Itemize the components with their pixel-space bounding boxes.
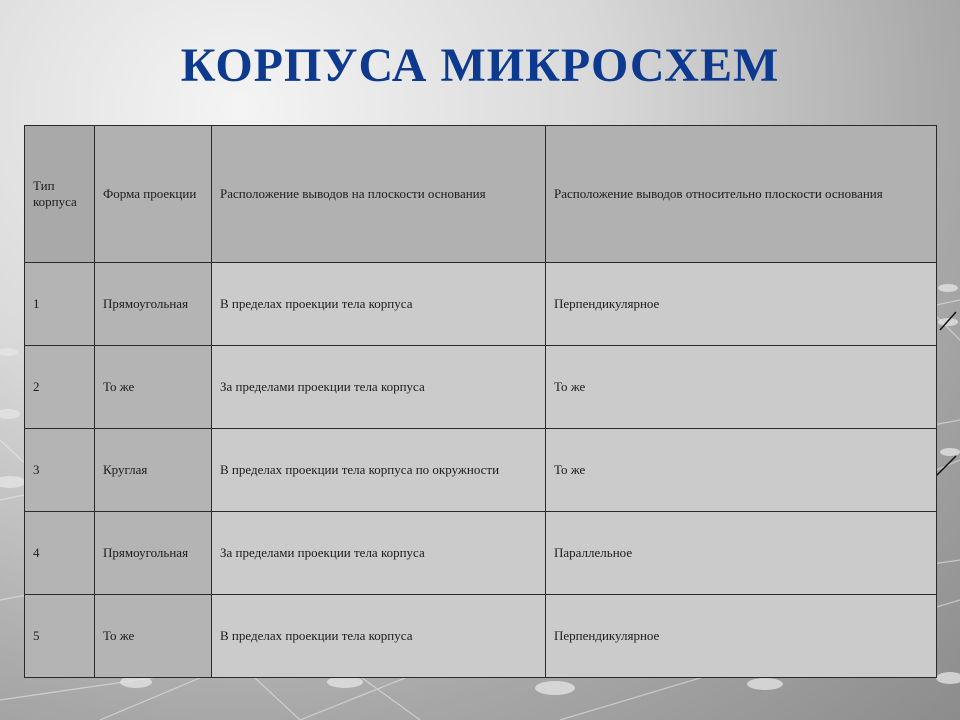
cell-shape: То же: [95, 346, 212, 429]
cell-type: 4: [25, 512, 95, 595]
cell-shape: Прямоугольная: [95, 263, 212, 346]
cell-plane-arrangement: В пределах проекции тела корпуса: [212, 263, 546, 346]
header-package-type: Тип корпуса: [25, 126, 95, 263]
cell-plane-arrangement: В пределах проекции тела корпуса: [212, 595, 546, 678]
cell-type: 5: [25, 595, 95, 678]
cell-shape: Прямоугольная: [95, 512, 212, 595]
cell-relative-arrangement: Перпендикулярное: [546, 263, 937, 346]
header-projection-shape: Форма проекции: [95, 126, 212, 263]
cell-shape: То же: [95, 595, 212, 678]
cell-plane-arrangement: За пределами проекции тела корпуса: [212, 512, 546, 595]
cell-type: 1: [25, 263, 95, 346]
cell-relative-arrangement: То же: [546, 346, 937, 429]
cell-shape: Круглая: [95, 429, 212, 512]
table-row: [25, 512, 937, 595]
table-row: [25, 346, 937, 429]
table-row: [25, 429, 937, 512]
cell-type: 3: [25, 429, 95, 512]
cell-relative-arrangement: То же: [546, 429, 937, 512]
cell-plane-arrangement: За пределами проекции тела корпуса: [212, 346, 546, 429]
header-lead-arrangement-relative: Расположение выводов относительно плоскости основания: [546, 126, 937, 263]
packages-table: [24, 125, 937, 678]
cell-relative-arrangement: Перпендикулярное: [546, 595, 937, 678]
cell-type: 2: [25, 346, 95, 429]
table-header-row: [25, 126, 937, 263]
slide-title: КОРПУСА МИКРОСХЕМ: [180, 39, 780, 92]
table-row: [25, 263, 937, 346]
header-lead-arrangement-plane: Расположение выводов на плоскости основания: [212, 126, 546, 263]
table-row: [25, 595, 937, 678]
cell-plane-arrangement: В пределах проекции тела корпуса по окружности: [212, 429, 546, 512]
cell-relative-arrangement: Параллельное: [546, 512, 937, 595]
